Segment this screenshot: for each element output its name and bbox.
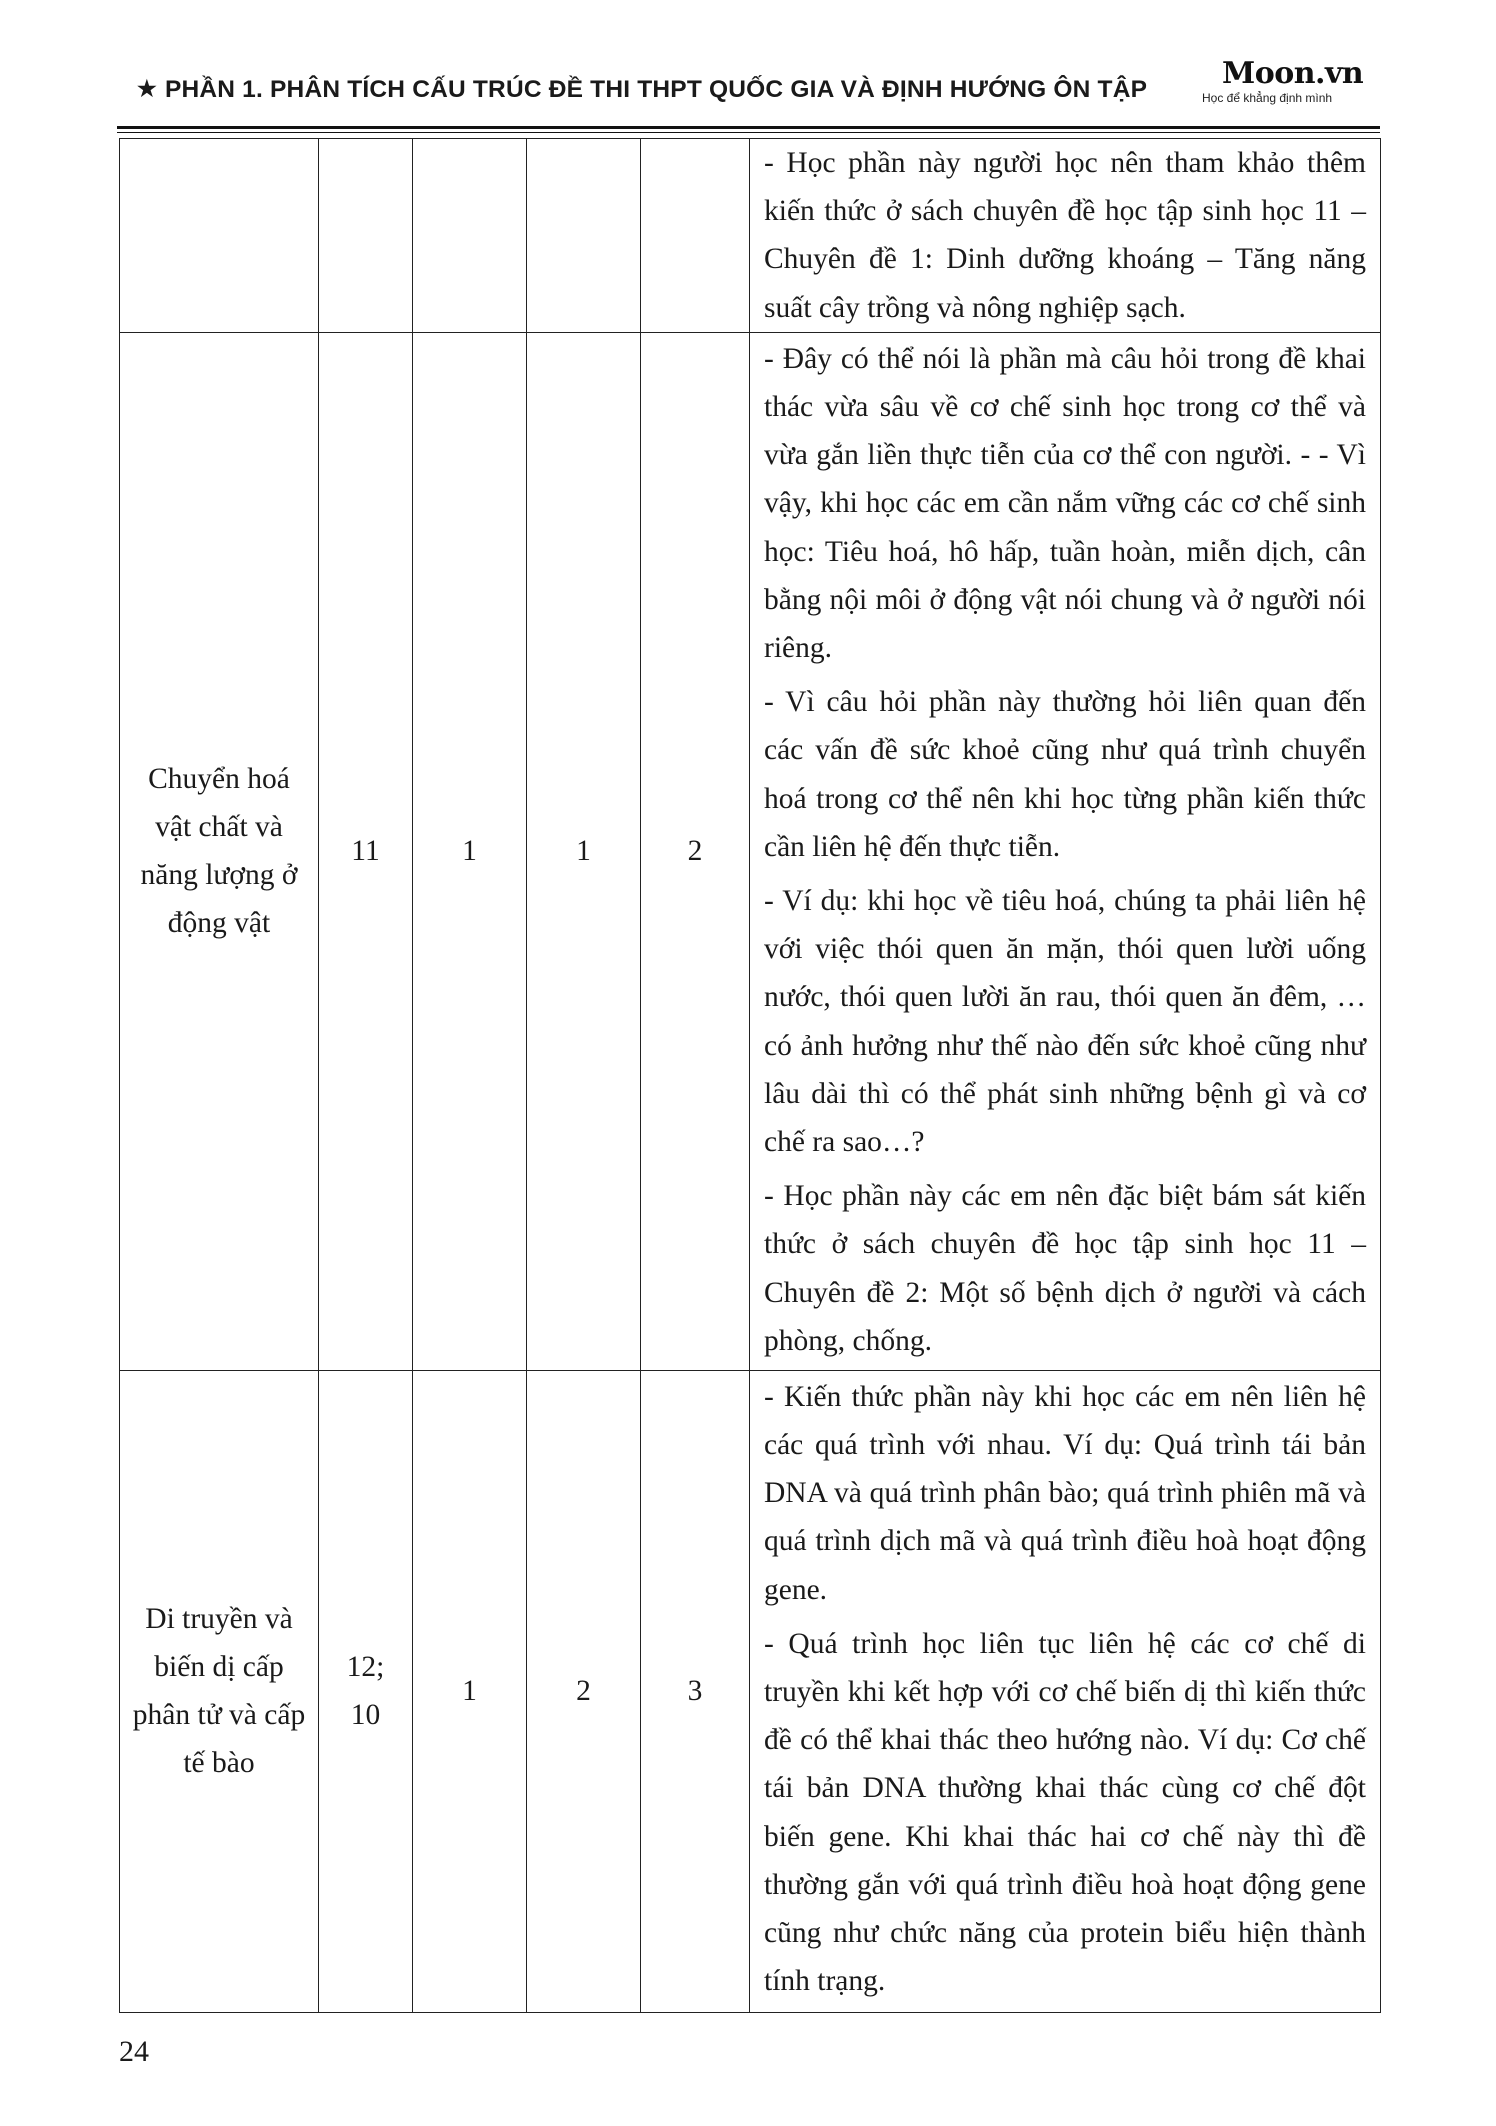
- logo-name: Moon.vn: [1222, 56, 1364, 91]
- notes-cell: [750, 139, 1381, 333]
- moon-logo: [1200, 58, 1370, 106]
- content-table: [119, 138, 1381, 2013]
- count-cell: 1: [413, 1370, 527, 2012]
- count-cell: 1: [527, 332, 641, 1370]
- note-paragraph: - Vì câu hỏi phần này thường hỏi liên quan đến các vấn đề sức khoẻ cũng như quá trình chuyển hoá trong cơ thể nên khi học từng phần kiến thức cần liên hệ đến thực tiễn.: [764, 686, 1366, 863]
- note-paragraph: - Học phần này người học nên tham khảo thêm kiến thức ở sách chuyên đề học tập sinh học 11 – Chuyên đề 1: Dinh dưỡng khoáng – Tăng năng suất cây trồng và nông nghiệp sạch.: [764, 147, 1366, 324]
- count-cell: [413, 139, 527, 333]
- table-row: [120, 332, 1381, 1370]
- note-paragraph: - Kiến thức phần này khi học các em nên liên hệ các quá trình với nhau. Ví dụ: Quá trình tái bản DNA và quá trình phân bào; quá trình phiên mã và quá trình dịch mã và quá trình điều hoà hoạt động gene.: [764, 1380, 1366, 1606]
- note-paragraph: - Quá trình học liên tục liên hệ các cơ chế di truyền khi kết hợp với cơ chế biến dị thì kiến thức đề có thể khai thác theo hướng nào. Ví dụ: Cơ chế tái bản DNA thường khai thác cùng cơ chế đột biến gene. Khi khai thác hai cơ chế này thì đề thường gắn với quá trình điều hoà hoạt động gene cũng như chức năng của protein biểu hiện thành tính trạng.: [764, 1627, 1366, 1998]
- count-cell: 1: [413, 332, 527, 1370]
- count-cell: 2: [527, 1370, 641, 2012]
- count-cell: [641, 139, 750, 333]
- logo-tagline: Học để khẳng định mình: [1202, 91, 1333, 105]
- note-paragraph: - Ví dụ: khi học về tiêu hoá, chúng ta phải liên hệ với việc thói quen ăn mặn, thói quen lười uống nước, thói quen lười ăn rau, thói quen ăn đêm, … có ảnh hưởng như thế nào đến sức khoẻ cũng như lâu dài thì có thể phát sinh những bệnh gì và cơ chế ra sao…?: [764, 885, 1366, 1159]
- star-icon: ★: [137, 76, 157, 101]
- note-paragraph: - Học phần này các em nên đặc biệt bám sát kiến thức ở sách chuyên đề học tập sinh học 11 – Chuyên đề 2: Một số bệnh dịch ở người và cách phòng, chống.: [764, 1180, 1366, 1357]
- topic-cell: Chuyển hoá vật chất và năng lượng ở động vật: [120, 332, 319, 1370]
- grade-cell: 11: [319, 332, 413, 1370]
- note-paragraph: - Đây có thể nói là phần mà câu hỏi trong đề khai thác vừa sâu về cơ chế sinh học trong cơ thể và vừa gắn liền thực tiễn của cơ thể con người. - - Vì vậy, khi học các em cần nắm vững các cơ chế sinh học: Tiêu hoá, hô hấp, tuần hoàn, miễn dịch, cân bằng nội môi ở động vật nói chung và ở người nói riêng.: [764, 342, 1366, 665]
- topic-cell: [120, 139, 319, 333]
- table-row: [120, 1370, 1381, 2012]
- header-title: [137, 76, 1147, 104]
- count-cell: 3: [641, 1370, 750, 2012]
- page-number: 24: [119, 2035, 149, 2068]
- header-title-text: PHẦN 1. PHÂN TÍCH CẤU TRÚC ĐỀ THI THPT QUỐC GIA VÀ ĐỊNH HƯỚNG ÔN TẬP: [164, 76, 1148, 103]
- grade-cell: [319, 139, 413, 333]
- notes-cell: [750, 332, 1381, 1370]
- header-divider: [117, 126, 1380, 129]
- page-header: [117, 52, 1380, 128]
- count-cell: [527, 139, 641, 333]
- table-row: [120, 139, 1381, 333]
- count-cell: 2: [641, 332, 750, 1370]
- header-divider-thin: [117, 132, 1380, 133]
- notes-cell: [750, 1370, 1381, 2012]
- grade-cell: 12; 10: [319, 1370, 413, 2012]
- topic-cell: Di truyền và biến dị cấp phân tử và cấp tế bào: [120, 1370, 319, 2012]
